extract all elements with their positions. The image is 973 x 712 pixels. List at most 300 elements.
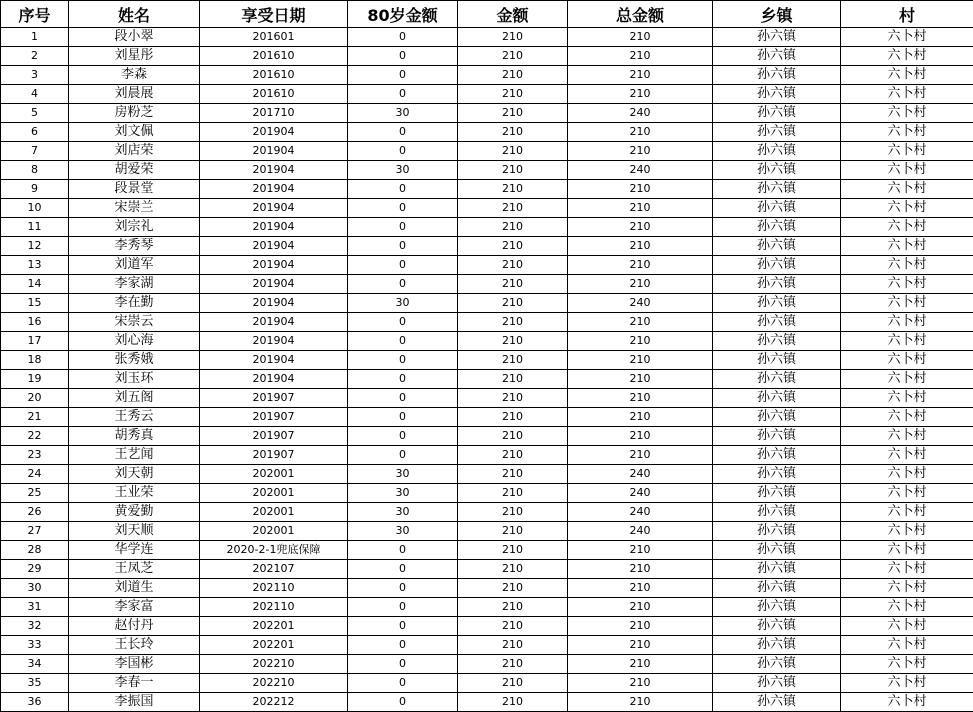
row-80-amount: 0 [348, 617, 458, 636]
row-80-amount: 0 [348, 598, 458, 617]
row-date: 201904 [200, 218, 348, 237]
row-date: 202107 [200, 560, 348, 579]
row-name: 王长玲 [69, 636, 200, 655]
row-town: 孙六镇 [713, 408, 841, 427]
row-town: 孙六镇 [713, 66, 841, 85]
row-80-amount: 0 [348, 427, 458, 446]
table-row [1, 218, 973, 237]
row-name: 王秀云 [69, 408, 200, 427]
row-date: 201904 [200, 370, 348, 389]
row-town: 孙六镇 [713, 484, 841, 503]
row-total: 210 [568, 180, 713, 199]
row-index: 28 [1, 541, 69, 560]
row-80-amount: 0 [348, 313, 458, 332]
row-total: 210 [568, 427, 713, 446]
row-80-amount: 30 [348, 465, 458, 484]
row-village: 六卜村 [841, 522, 973, 541]
row-town: 孙六镇 [713, 47, 841, 66]
row-total: 210 [568, 47, 713, 66]
row-name: 胡秀真 [69, 427, 200, 446]
row-total: 210 [568, 351, 713, 370]
row-total: 210 [568, 313, 713, 332]
row-village: 六卜村 [841, 408, 973, 427]
row-80-amount: 30 [348, 522, 458, 541]
row-index: 16 [1, 313, 69, 332]
row-name: 李国彬 [69, 655, 200, 674]
row-80-amount: 0 [348, 237, 458, 256]
row-total: 210 [568, 142, 713, 161]
row-index: 19 [1, 370, 69, 389]
row-name: 赵付丹 [69, 617, 200, 636]
row-town: 孙六镇 [713, 275, 841, 294]
row-index: 7 [1, 142, 69, 161]
row-village: 六卜村 [841, 237, 973, 256]
row-town: 孙六镇 [713, 313, 841, 332]
row-total: 240 [568, 503, 713, 522]
row-index: 22 [1, 427, 69, 446]
row-village: 六卜村 [841, 503, 973, 522]
row-village: 六卜村 [841, 389, 973, 408]
row-amount: 210 [458, 294, 568, 313]
row-village: 六卜村 [841, 617, 973, 636]
row-name: 刘店荣 [69, 142, 200, 161]
row-80-amount: 0 [348, 332, 458, 351]
row-total: 210 [568, 579, 713, 598]
row-village: 六卜村 [841, 294, 973, 313]
row-village: 六卜村 [841, 541, 973, 560]
row-80-amount: 0 [348, 123, 458, 142]
row-index: 33 [1, 636, 69, 655]
row-80-amount: 0 [348, 66, 458, 85]
row-total: 210 [568, 389, 713, 408]
row-80-amount: 0 [348, 693, 458, 712]
row-80-amount: 0 [348, 389, 458, 408]
row-total: 210 [568, 541, 713, 560]
row-80-amount: 0 [348, 541, 458, 560]
row-village: 六卜村 [841, 85, 973, 104]
row-amount: 210 [458, 332, 568, 351]
row-amount: 210 [458, 275, 568, 294]
header-name: 姓名 [69, 1, 200, 28]
row-date: 202210 [200, 655, 348, 674]
row-index: 29 [1, 560, 69, 579]
row-80-amount: 0 [348, 579, 458, 598]
row-village: 六卜村 [841, 199, 973, 218]
row-date: 201610 [200, 47, 348, 66]
row-total: 240 [568, 484, 713, 503]
row-name: 刘玉环 [69, 370, 200, 389]
row-village: 六卜村 [841, 47, 973, 66]
table-row [1, 541, 973, 560]
row-amount: 210 [458, 370, 568, 389]
row-index: 24 [1, 465, 69, 484]
row-town: 孙六镇 [713, 370, 841, 389]
row-index: 20 [1, 389, 69, 408]
row-town: 孙六镇 [713, 579, 841, 598]
table-row [1, 180, 973, 199]
row-name: 刘晨展 [69, 85, 200, 104]
row-name: 刘星彤 [69, 47, 200, 66]
row-name: 刘宗礼 [69, 218, 200, 237]
row-total: 210 [568, 674, 713, 693]
row-town: 孙六镇 [713, 351, 841, 370]
row-date: 201904 [200, 142, 348, 161]
row-village: 六卜村 [841, 674, 973, 693]
row-80-amount: 0 [348, 636, 458, 655]
row-amount: 210 [458, 180, 568, 199]
row-village: 六卜村 [841, 313, 973, 332]
header-amount: 金额 [458, 1, 568, 28]
row-date: 201710 [200, 104, 348, 123]
row-date: 201904 [200, 332, 348, 351]
row-date: 202110 [200, 579, 348, 598]
row-village: 六卜村 [841, 256, 973, 275]
row-name: 宋崇云 [69, 313, 200, 332]
row-date: 201907 [200, 408, 348, 427]
row-date: 202001 [200, 465, 348, 484]
table-row [1, 313, 973, 332]
table-row [1, 275, 973, 294]
table-row [1, 446, 973, 465]
row-name: 李在勤 [69, 294, 200, 313]
row-index: 32 [1, 617, 69, 636]
table-row [1, 389, 973, 408]
row-village: 六卜村 [841, 579, 973, 598]
table-row [1, 351, 973, 370]
row-80-amount: 0 [348, 370, 458, 389]
row-name: 王艺闻 [69, 446, 200, 465]
row-town: 孙六镇 [713, 142, 841, 161]
row-amount: 210 [458, 579, 568, 598]
table-row [1, 370, 973, 389]
row-80-amount: 0 [348, 351, 458, 370]
row-total: 210 [568, 617, 713, 636]
row-index: 11 [1, 218, 69, 237]
row-town: 孙六镇 [713, 503, 841, 522]
row-village: 六卜村 [841, 560, 973, 579]
table-row [1, 47, 973, 66]
table-row [1, 617, 973, 636]
row-amount: 210 [458, 636, 568, 655]
row-80-amount: 0 [348, 446, 458, 465]
row-date: 201610 [200, 85, 348, 104]
table-row [1, 66, 973, 85]
row-name: 王业荣 [69, 484, 200, 503]
row-name: 李振国 [69, 693, 200, 712]
row-total: 240 [568, 294, 713, 313]
row-index: 21 [1, 408, 69, 427]
row-amount: 210 [458, 446, 568, 465]
row-amount: 210 [458, 560, 568, 579]
row-date: 201610 [200, 66, 348, 85]
row-town: 孙六镇 [713, 180, 841, 199]
row-town: 孙六镇 [713, 636, 841, 655]
table-row [1, 693, 973, 712]
row-amount: 210 [458, 522, 568, 541]
row-town: 孙六镇 [713, 446, 841, 465]
row-index: 18 [1, 351, 69, 370]
row-index: 10 [1, 199, 69, 218]
table-row [1, 237, 973, 256]
row-date: 201904 [200, 123, 348, 142]
row-name: 李春一 [69, 674, 200, 693]
row-amount: 210 [458, 693, 568, 712]
row-village: 六卜村 [841, 28, 973, 47]
table-row [1, 465, 973, 484]
row-name: 刘道军 [69, 256, 200, 275]
row-index: 4 [1, 85, 69, 104]
row-village: 六卜村 [841, 636, 973, 655]
row-date: 202210 [200, 674, 348, 693]
row-index: 1 [1, 28, 69, 47]
row-name: 黄爱勤 [69, 503, 200, 522]
row-village: 六卜村 [841, 161, 973, 180]
row-name: 李森 [69, 66, 200, 85]
row-index: 5 [1, 104, 69, 123]
row-name: 宋崇兰 [69, 199, 200, 218]
row-name: 王凤芝 [69, 560, 200, 579]
row-town: 孙六镇 [713, 465, 841, 484]
table-row [1, 199, 973, 218]
row-date: 201904 [200, 275, 348, 294]
row-total: 210 [568, 408, 713, 427]
row-index: 30 [1, 579, 69, 598]
row-index: 6 [1, 123, 69, 142]
header-row [1, 1, 973, 28]
row-village: 六卜村 [841, 218, 973, 237]
table-row [1, 161, 973, 180]
row-town: 孙六镇 [713, 541, 841, 560]
row-amount: 210 [458, 66, 568, 85]
row-date: 2020-2-1兜底保障 [200, 541, 348, 560]
header-index: 序号 [1, 1, 69, 28]
row-index: 9 [1, 180, 69, 199]
row-index: 8 [1, 161, 69, 180]
header-date: 享受日期 [200, 1, 348, 28]
row-date: 201904 [200, 199, 348, 218]
row-village: 六卜村 [841, 370, 973, 389]
table-row [1, 427, 973, 446]
row-amount: 210 [458, 199, 568, 218]
row-date: 201904 [200, 294, 348, 313]
row-amount: 210 [458, 541, 568, 560]
table-row [1, 294, 973, 313]
row-date: 201904 [200, 237, 348, 256]
row-name: 刘心海 [69, 332, 200, 351]
row-name: 华学连 [69, 541, 200, 560]
row-total: 210 [568, 693, 713, 712]
row-amount: 210 [458, 674, 568, 693]
row-total: 210 [568, 218, 713, 237]
row-total: 210 [568, 237, 713, 256]
row-village: 六卜村 [841, 465, 973, 484]
table-row [1, 123, 973, 142]
row-80-amount: 30 [348, 104, 458, 123]
row-village: 六卜村 [841, 446, 973, 465]
table-row [1, 598, 973, 617]
row-name: 李家富 [69, 598, 200, 617]
row-total: 210 [568, 66, 713, 85]
row-index: 13 [1, 256, 69, 275]
row-amount: 210 [458, 427, 568, 446]
row-town: 孙六镇 [713, 427, 841, 446]
row-index: 34 [1, 655, 69, 674]
row-date: 201904 [200, 351, 348, 370]
row-total: 240 [568, 465, 713, 484]
table-row [1, 522, 973, 541]
row-amount: 210 [458, 503, 568, 522]
table-row [1, 503, 973, 522]
row-80-amount: 0 [348, 47, 458, 66]
row-date: 201907 [200, 427, 348, 446]
row-town: 孙六镇 [713, 332, 841, 351]
header-town: 乡镇 [713, 1, 841, 28]
row-name: 张秀娥 [69, 351, 200, 370]
row-town: 孙六镇 [713, 161, 841, 180]
row-amount: 210 [458, 28, 568, 47]
row-date: 202001 [200, 503, 348, 522]
row-index: 17 [1, 332, 69, 351]
row-amount: 210 [458, 104, 568, 123]
row-date: 202001 [200, 522, 348, 541]
row-amount: 210 [458, 351, 568, 370]
row-name: 刘天顺 [69, 522, 200, 541]
row-80-amount: 0 [348, 28, 458, 47]
row-village: 六卜村 [841, 66, 973, 85]
row-amount: 210 [458, 389, 568, 408]
row-amount: 210 [458, 123, 568, 142]
row-amount: 210 [458, 313, 568, 332]
row-amount: 210 [458, 161, 568, 180]
row-amount: 210 [458, 237, 568, 256]
row-town: 孙六镇 [713, 598, 841, 617]
row-town: 孙六镇 [713, 560, 841, 579]
row-village: 六卜村 [841, 104, 973, 123]
row-80-amount: 0 [348, 275, 458, 294]
table-row [1, 408, 973, 427]
row-town: 孙六镇 [713, 617, 841, 636]
row-village: 六卜村 [841, 598, 973, 617]
table-row [1, 104, 973, 123]
row-date: 201904 [200, 161, 348, 180]
row-date: 201907 [200, 389, 348, 408]
row-total: 240 [568, 104, 713, 123]
row-index: 27 [1, 522, 69, 541]
row-amount: 210 [458, 617, 568, 636]
row-total: 210 [568, 256, 713, 275]
row-amount: 210 [458, 484, 568, 503]
row-date: 202201 [200, 617, 348, 636]
header-80-amount: 80岁金额 [348, 1, 458, 28]
row-date: 201904 [200, 256, 348, 275]
table-row [1, 28, 973, 47]
table-row [1, 484, 973, 503]
row-date: 201601 [200, 28, 348, 47]
row-village: 六卜村 [841, 427, 973, 446]
row-80-amount: 0 [348, 199, 458, 218]
header-village: 村 [841, 1, 973, 28]
row-town: 孙六镇 [713, 256, 841, 275]
row-index: 15 [1, 294, 69, 313]
row-total: 210 [568, 28, 713, 47]
row-name: 刘天朝 [69, 465, 200, 484]
row-total: 210 [568, 199, 713, 218]
row-index: 35 [1, 674, 69, 693]
row-date: 201907 [200, 446, 348, 465]
row-80-amount: 0 [348, 655, 458, 674]
row-name: 胡爱荣 [69, 161, 200, 180]
row-village: 六卜村 [841, 655, 973, 674]
row-town: 孙六镇 [713, 294, 841, 313]
row-amount: 210 [458, 85, 568, 104]
row-80-amount: 0 [348, 180, 458, 199]
row-amount: 210 [458, 218, 568, 237]
row-date: 202201 [200, 636, 348, 655]
row-name: 刘五阁 [69, 389, 200, 408]
row-80-amount: 0 [348, 560, 458, 579]
row-amount: 210 [458, 256, 568, 275]
row-town: 孙六镇 [713, 389, 841, 408]
row-total: 210 [568, 598, 713, 617]
row-town: 孙六镇 [713, 655, 841, 674]
row-index: 31 [1, 598, 69, 617]
table-row [1, 85, 973, 104]
row-date: 202110 [200, 598, 348, 617]
row-village: 六卜村 [841, 693, 973, 712]
table-row [1, 142, 973, 161]
row-village: 六卜村 [841, 123, 973, 142]
row-total: 210 [568, 446, 713, 465]
row-town: 孙六镇 [713, 674, 841, 693]
table-row [1, 332, 973, 351]
row-80-amount: 0 [348, 408, 458, 427]
table-row [1, 256, 973, 275]
row-date: 201904 [200, 180, 348, 199]
row-name: 刘文佩 [69, 123, 200, 142]
row-index: 23 [1, 446, 69, 465]
row-name: 段小翠 [69, 28, 200, 47]
row-total: 210 [568, 560, 713, 579]
row-80-amount: 0 [348, 142, 458, 161]
row-total: 210 [568, 636, 713, 655]
row-total: 210 [568, 85, 713, 104]
table-row [1, 636, 973, 655]
row-80-amount: 30 [348, 503, 458, 522]
row-name: 房粉芝 [69, 104, 200, 123]
row-total: 240 [568, 161, 713, 180]
row-date: 201904 [200, 313, 348, 332]
row-date: 202001 [200, 484, 348, 503]
row-80-amount: 30 [348, 161, 458, 180]
row-total: 210 [568, 332, 713, 351]
row-total: 210 [568, 655, 713, 674]
row-80-amount: 0 [348, 218, 458, 237]
row-village: 六卜村 [841, 142, 973, 161]
row-town: 孙六镇 [713, 237, 841, 256]
row-amount: 210 [458, 655, 568, 674]
row-town: 孙六镇 [713, 85, 841, 104]
table-row [1, 560, 973, 579]
row-town: 孙六镇 [713, 28, 841, 47]
row-80-amount: 30 [348, 294, 458, 313]
row-village: 六卜村 [841, 484, 973, 503]
row-index: 25 [1, 484, 69, 503]
row-index: 12 [1, 237, 69, 256]
row-town: 孙六镇 [713, 104, 841, 123]
header-total: 总金额 [568, 1, 713, 28]
row-name: 李家湖 [69, 275, 200, 294]
row-town: 孙六镇 [713, 693, 841, 712]
